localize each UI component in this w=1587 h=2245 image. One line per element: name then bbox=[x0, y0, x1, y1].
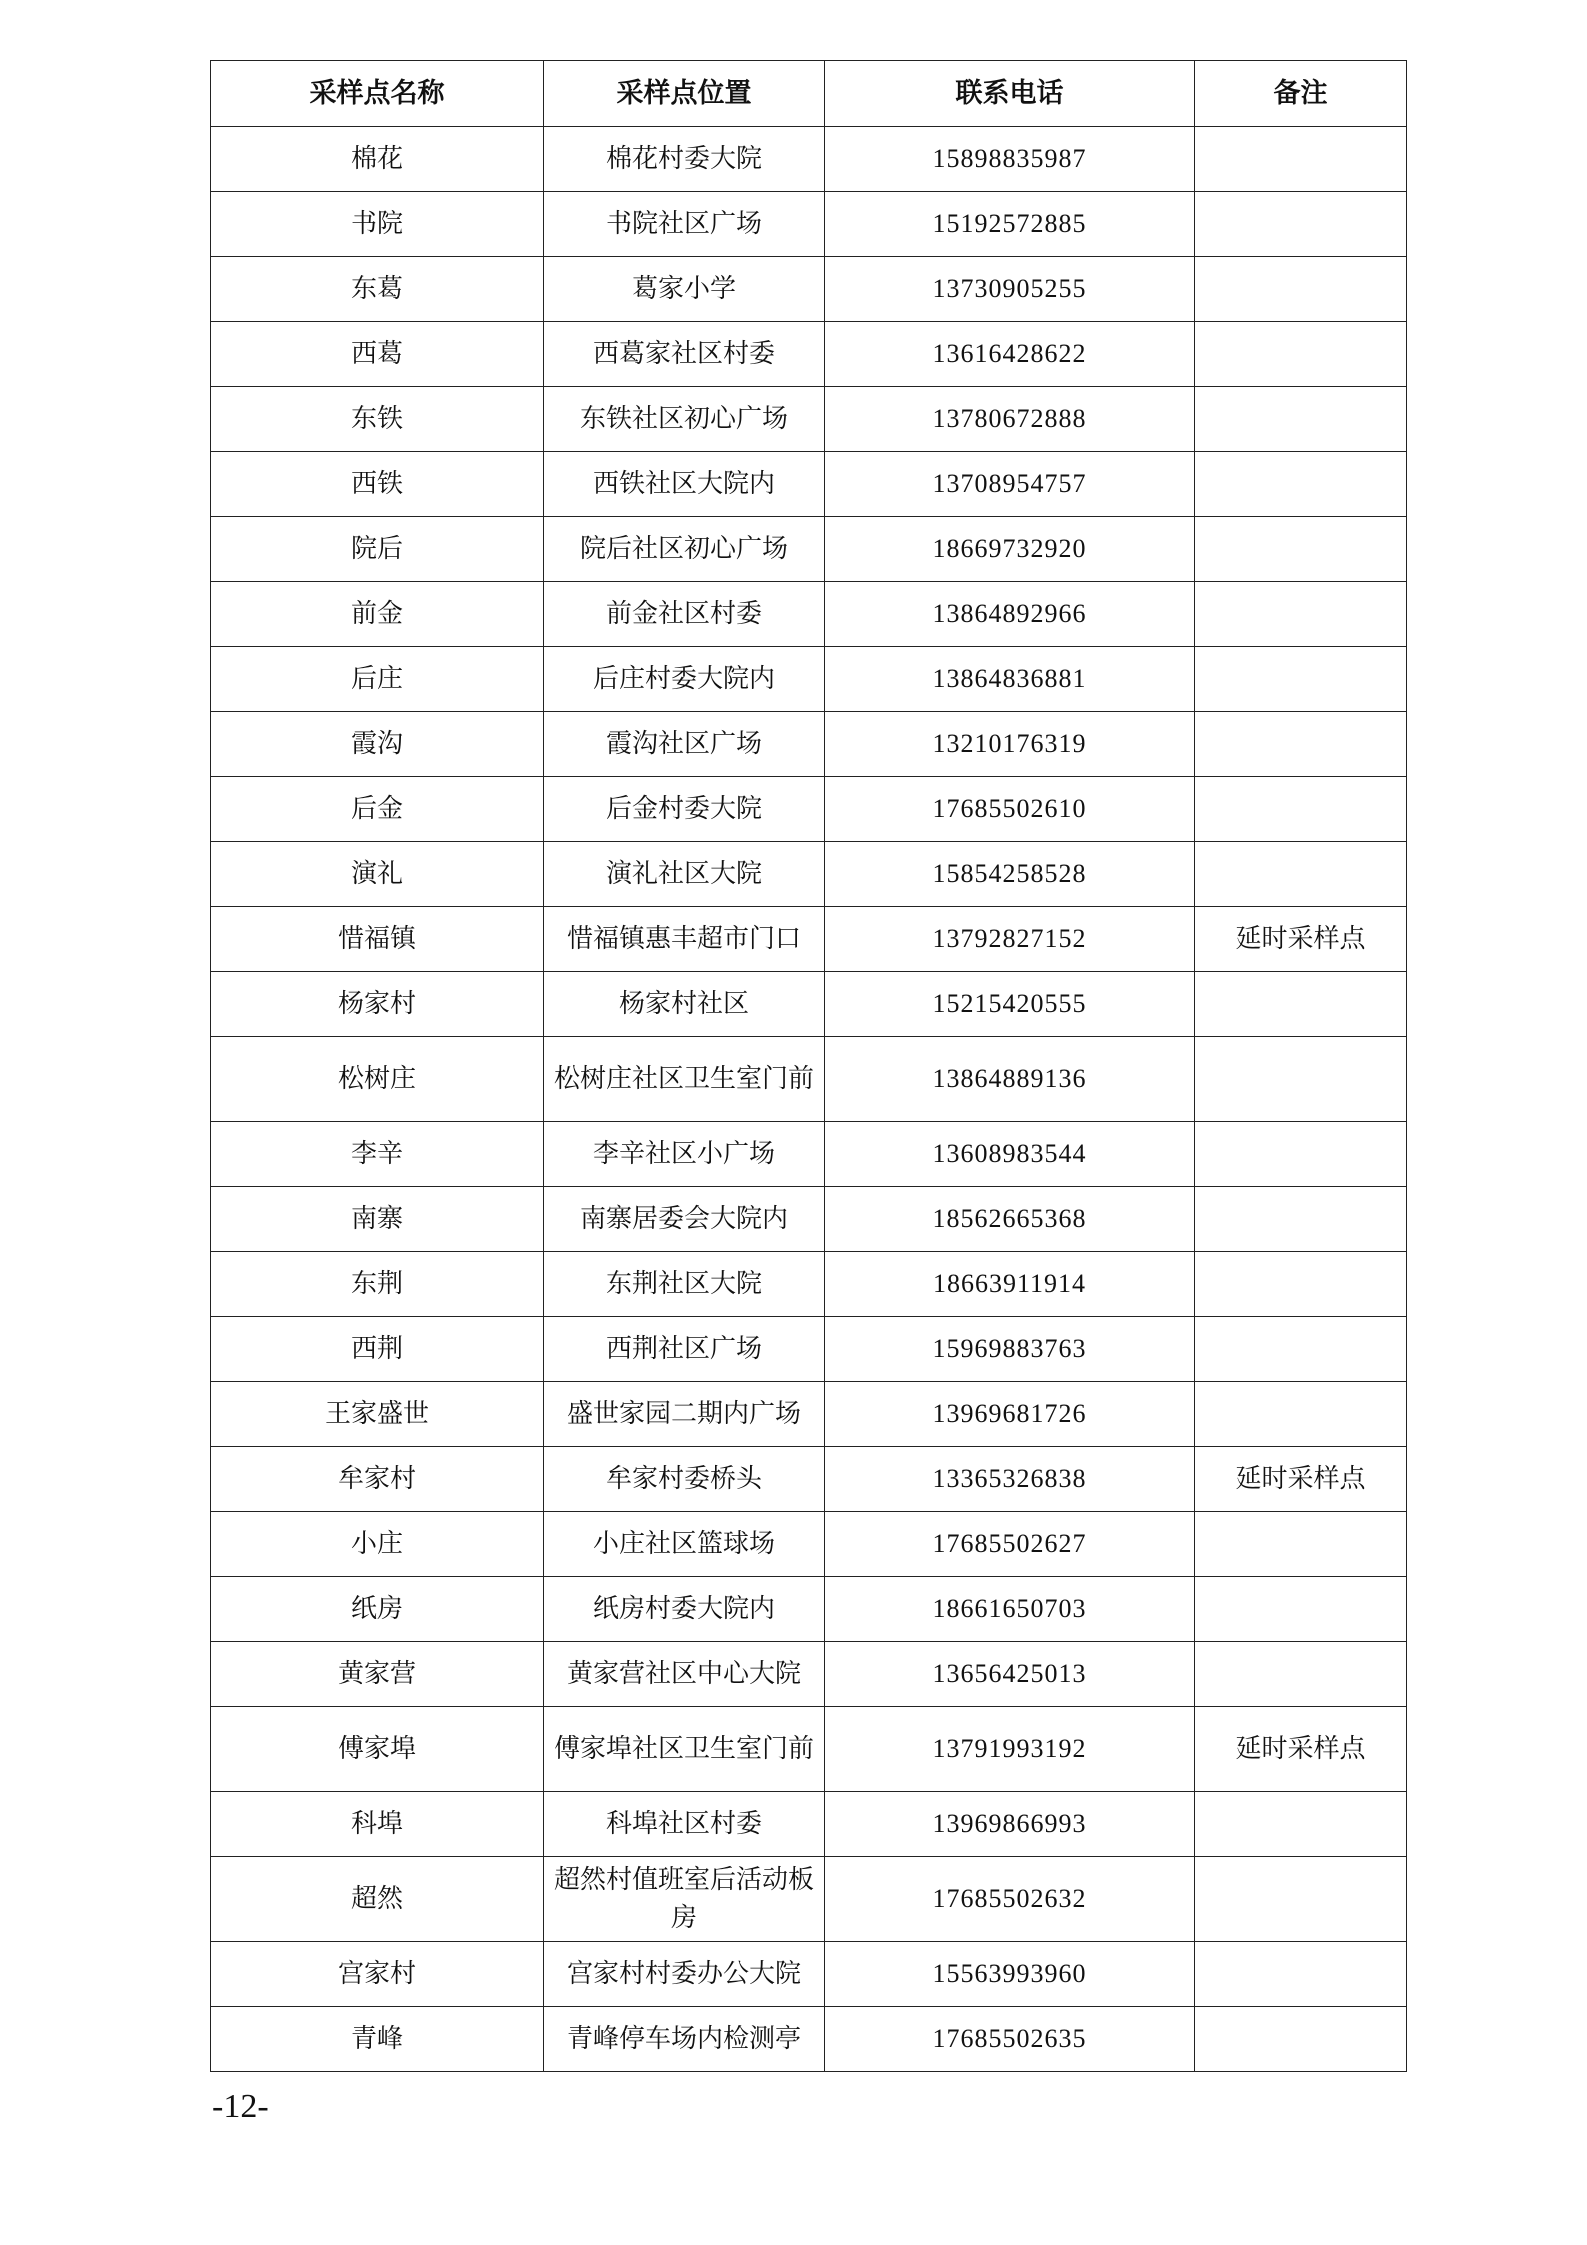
site-note-cell: 延时采样点 bbox=[1195, 907, 1407, 972]
site-note-cell bbox=[1195, 1037, 1407, 1122]
site-location-cell: 后庄村委大院内 bbox=[544, 647, 825, 712]
site-name-cell: 纸房 bbox=[211, 1577, 544, 1642]
site-note-cell bbox=[1195, 1382, 1407, 1447]
site-location-cell: 松树庄社区卫生室门前 bbox=[544, 1037, 825, 1122]
header-location: 采样点位置 bbox=[544, 61, 825, 127]
table-row bbox=[211, 127, 1407, 192]
site-location-cell: 杨家村社区 bbox=[544, 972, 825, 1037]
site-note-cell: 延时采样点 bbox=[1195, 1707, 1407, 1792]
site-name-cell: 霞沟 bbox=[211, 712, 544, 777]
table-row bbox=[211, 1792, 1407, 1857]
site-name-cell: 科埠 bbox=[211, 1792, 544, 1857]
site-phone-cell: 13864836881 bbox=[825, 647, 1195, 712]
table-row bbox=[211, 1707, 1407, 1792]
table-row bbox=[211, 712, 1407, 777]
sampling-sites-table bbox=[210, 60, 1407, 2072]
site-phone-cell: 18669732920 bbox=[825, 517, 1195, 582]
site-phone-cell: 13780672888 bbox=[825, 387, 1195, 452]
site-phone-cell: 15969883763 bbox=[825, 1317, 1195, 1382]
table-row bbox=[211, 1122, 1407, 1187]
site-location-cell: 傅家埠社区卫生室门前 bbox=[544, 1707, 825, 1792]
site-phone-cell: 17685502635 bbox=[825, 2007, 1195, 2072]
site-location-cell: 宫家村村委办公大院 bbox=[544, 1942, 825, 2007]
site-phone-cell: 13210176319 bbox=[825, 712, 1195, 777]
site-location-cell: 小庄社区篮球场 bbox=[544, 1512, 825, 1577]
site-location-cell: 霞沟社区广场 bbox=[544, 712, 825, 777]
site-name-cell: 王家盛世 bbox=[211, 1382, 544, 1447]
site-note-cell bbox=[1195, 452, 1407, 517]
site-phone-cell: 13969866993 bbox=[825, 1792, 1195, 1857]
site-location-cell: 前金社区村委 bbox=[544, 582, 825, 647]
site-phone-cell: 18661650703 bbox=[825, 1577, 1195, 1642]
site-location-cell: 书院社区广场 bbox=[544, 192, 825, 257]
site-note-cell bbox=[1195, 127, 1407, 192]
site-location-cell: 牟家村委桥头 bbox=[544, 1447, 825, 1512]
site-name-cell: 黄家营 bbox=[211, 1642, 544, 1707]
site-name-cell: 后金 bbox=[211, 777, 544, 842]
site-location-cell: 棉花村委大院 bbox=[544, 127, 825, 192]
site-note-cell bbox=[1195, 2007, 1407, 2072]
site-name-cell: 超然 bbox=[211, 1857, 544, 1942]
site-name-cell: 青峰 bbox=[211, 2007, 544, 2072]
site-phone-cell: 15215420555 bbox=[825, 972, 1195, 1037]
site-phone-cell: 13730905255 bbox=[825, 257, 1195, 322]
site-note-cell bbox=[1195, 1642, 1407, 1707]
table-row bbox=[211, 322, 1407, 387]
site-name-cell: 李辛 bbox=[211, 1122, 544, 1187]
site-note-cell bbox=[1195, 1942, 1407, 2007]
site-name-cell: 棉花 bbox=[211, 127, 544, 192]
site-location-cell: 青峰停车场内检测亭 bbox=[544, 2007, 825, 2072]
site-phone-cell: 13792827152 bbox=[825, 907, 1195, 972]
site-name-cell: 傅家埠 bbox=[211, 1707, 544, 1792]
site-name-cell: 惜福镇 bbox=[211, 907, 544, 972]
site-location-cell: 南寨居委会大院内 bbox=[544, 1187, 825, 1252]
site-phone-cell: 15854258528 bbox=[825, 842, 1195, 907]
site-location-cell: 超然村值班室后活动板房 bbox=[544, 1857, 825, 1942]
site-phone-cell: 13791993192 bbox=[825, 1707, 1195, 1792]
table-header-row bbox=[211, 61, 1407, 127]
site-phone-cell: 15192572885 bbox=[825, 192, 1195, 257]
table-row bbox=[211, 582, 1407, 647]
site-location-cell: 葛家小学 bbox=[544, 257, 825, 322]
site-location-cell: 后金村委大院 bbox=[544, 777, 825, 842]
site-note-cell bbox=[1195, 1512, 1407, 1577]
site-note-cell bbox=[1195, 387, 1407, 452]
site-name-cell: 西荆 bbox=[211, 1317, 544, 1382]
table-row bbox=[211, 1447, 1407, 1512]
site-note-cell bbox=[1195, 517, 1407, 582]
table-row bbox=[211, 972, 1407, 1037]
site-note-cell bbox=[1195, 647, 1407, 712]
table-row bbox=[211, 387, 1407, 452]
site-phone-cell: 18663911914 bbox=[825, 1252, 1195, 1317]
site-location-cell: 东铁社区初心广场 bbox=[544, 387, 825, 452]
site-note-cell bbox=[1195, 192, 1407, 257]
site-location-cell: 西葛家社区村委 bbox=[544, 322, 825, 387]
site-location-cell: 科埠社区村委 bbox=[544, 1792, 825, 1857]
site-location-cell: 盛世家园二期内广场 bbox=[544, 1382, 825, 1447]
site-note-cell bbox=[1195, 582, 1407, 647]
table-row bbox=[211, 1187, 1407, 1252]
site-note-cell: 延时采样点 bbox=[1195, 1447, 1407, 1512]
site-phone-cell: 13656425013 bbox=[825, 1642, 1195, 1707]
table-row bbox=[211, 777, 1407, 842]
site-phone-cell: 13864889136 bbox=[825, 1037, 1195, 1122]
site-name-cell: 小庄 bbox=[211, 1512, 544, 1577]
site-location-cell: 东荆社区大院 bbox=[544, 1252, 825, 1317]
site-location-cell: 院后社区初心广场 bbox=[544, 517, 825, 582]
table-row bbox=[211, 452, 1407, 517]
site-name-cell: 牟家村 bbox=[211, 1447, 544, 1512]
site-phone-cell: 13616428622 bbox=[825, 322, 1195, 387]
site-note-cell bbox=[1195, 1792, 1407, 1857]
site-note-cell bbox=[1195, 1187, 1407, 1252]
site-name-cell: 西铁 bbox=[211, 452, 544, 517]
table-row bbox=[211, 1037, 1407, 1122]
site-name-cell: 西葛 bbox=[211, 322, 544, 387]
site-name-cell: 后庄 bbox=[211, 647, 544, 712]
table-row bbox=[211, 192, 1407, 257]
site-note-cell bbox=[1195, 1577, 1407, 1642]
header-note: 备注 bbox=[1195, 61, 1407, 127]
site-phone-cell: 15898835987 bbox=[825, 127, 1195, 192]
site-phone-cell: 17685502627 bbox=[825, 1512, 1195, 1577]
site-location-cell: 惜福镇惠丰超市门口 bbox=[544, 907, 825, 972]
table-body bbox=[211, 127, 1407, 2072]
table-row bbox=[211, 1642, 1407, 1707]
site-phone-cell: 13708954757 bbox=[825, 452, 1195, 517]
site-name-cell: 书院 bbox=[211, 192, 544, 257]
site-name-cell: 南寨 bbox=[211, 1187, 544, 1252]
table-row bbox=[211, 907, 1407, 972]
header-name: 采样点名称 bbox=[211, 61, 544, 127]
site-note-cell bbox=[1195, 1857, 1407, 1942]
site-phone-cell: 17685502610 bbox=[825, 777, 1195, 842]
site-name-cell: 杨家村 bbox=[211, 972, 544, 1037]
site-location-cell: 纸房村委大院内 bbox=[544, 1577, 825, 1642]
site-name-cell: 东葛 bbox=[211, 257, 544, 322]
table-row bbox=[211, 1942, 1407, 2007]
table-row bbox=[211, 1577, 1407, 1642]
site-location-cell: 西荆社区广场 bbox=[544, 1317, 825, 1382]
table-row bbox=[211, 647, 1407, 712]
table-row bbox=[211, 517, 1407, 582]
table-row bbox=[211, 1382, 1407, 1447]
site-note-cell bbox=[1195, 1122, 1407, 1187]
site-location-cell: 李辛社区小广场 bbox=[544, 1122, 825, 1187]
site-name-cell: 前金 bbox=[211, 582, 544, 647]
site-note-cell bbox=[1195, 972, 1407, 1037]
site-phone-cell: 13365326838 bbox=[825, 1447, 1195, 1512]
table-row bbox=[211, 257, 1407, 322]
site-note-cell bbox=[1195, 842, 1407, 907]
site-name-cell: 宫家村 bbox=[211, 1942, 544, 2007]
table-row bbox=[211, 1252, 1407, 1317]
site-note-cell bbox=[1195, 712, 1407, 777]
site-note-cell bbox=[1195, 322, 1407, 387]
site-phone-cell: 18562665368 bbox=[825, 1187, 1195, 1252]
table-row bbox=[211, 842, 1407, 907]
site-phone-cell: 15563993960 bbox=[825, 1942, 1195, 2007]
header-phone: 联系电话 bbox=[825, 61, 1195, 127]
site-note-cell bbox=[1195, 777, 1407, 842]
site-name-cell: 东铁 bbox=[211, 387, 544, 452]
site-phone-cell: 17685502632 bbox=[825, 1857, 1195, 1942]
table-row bbox=[211, 1512, 1407, 1577]
page-number: -12- bbox=[212, 2088, 269, 2125]
site-note-cell bbox=[1195, 1252, 1407, 1317]
site-name-cell: 演礼 bbox=[211, 842, 544, 907]
site-note-cell bbox=[1195, 1317, 1407, 1382]
site-name-cell: 院后 bbox=[211, 517, 544, 582]
site-name-cell: 东荆 bbox=[211, 1252, 544, 1317]
site-location-cell: 演礼社区大院 bbox=[544, 842, 825, 907]
site-location-cell: 黄家营社区中心大院 bbox=[544, 1642, 825, 1707]
site-phone-cell: 13969681726 bbox=[825, 1382, 1195, 1447]
table-row bbox=[211, 1857, 1407, 1942]
table-row bbox=[211, 1317, 1407, 1382]
site-name-cell: 松树庄 bbox=[211, 1037, 544, 1122]
site-location-cell: 西铁社区大院内 bbox=[544, 452, 825, 517]
site-phone-cell: 13864892966 bbox=[825, 582, 1195, 647]
site-note-cell bbox=[1195, 257, 1407, 322]
site-phone-cell: 13608983544 bbox=[825, 1122, 1195, 1187]
table-row bbox=[211, 2007, 1407, 2072]
